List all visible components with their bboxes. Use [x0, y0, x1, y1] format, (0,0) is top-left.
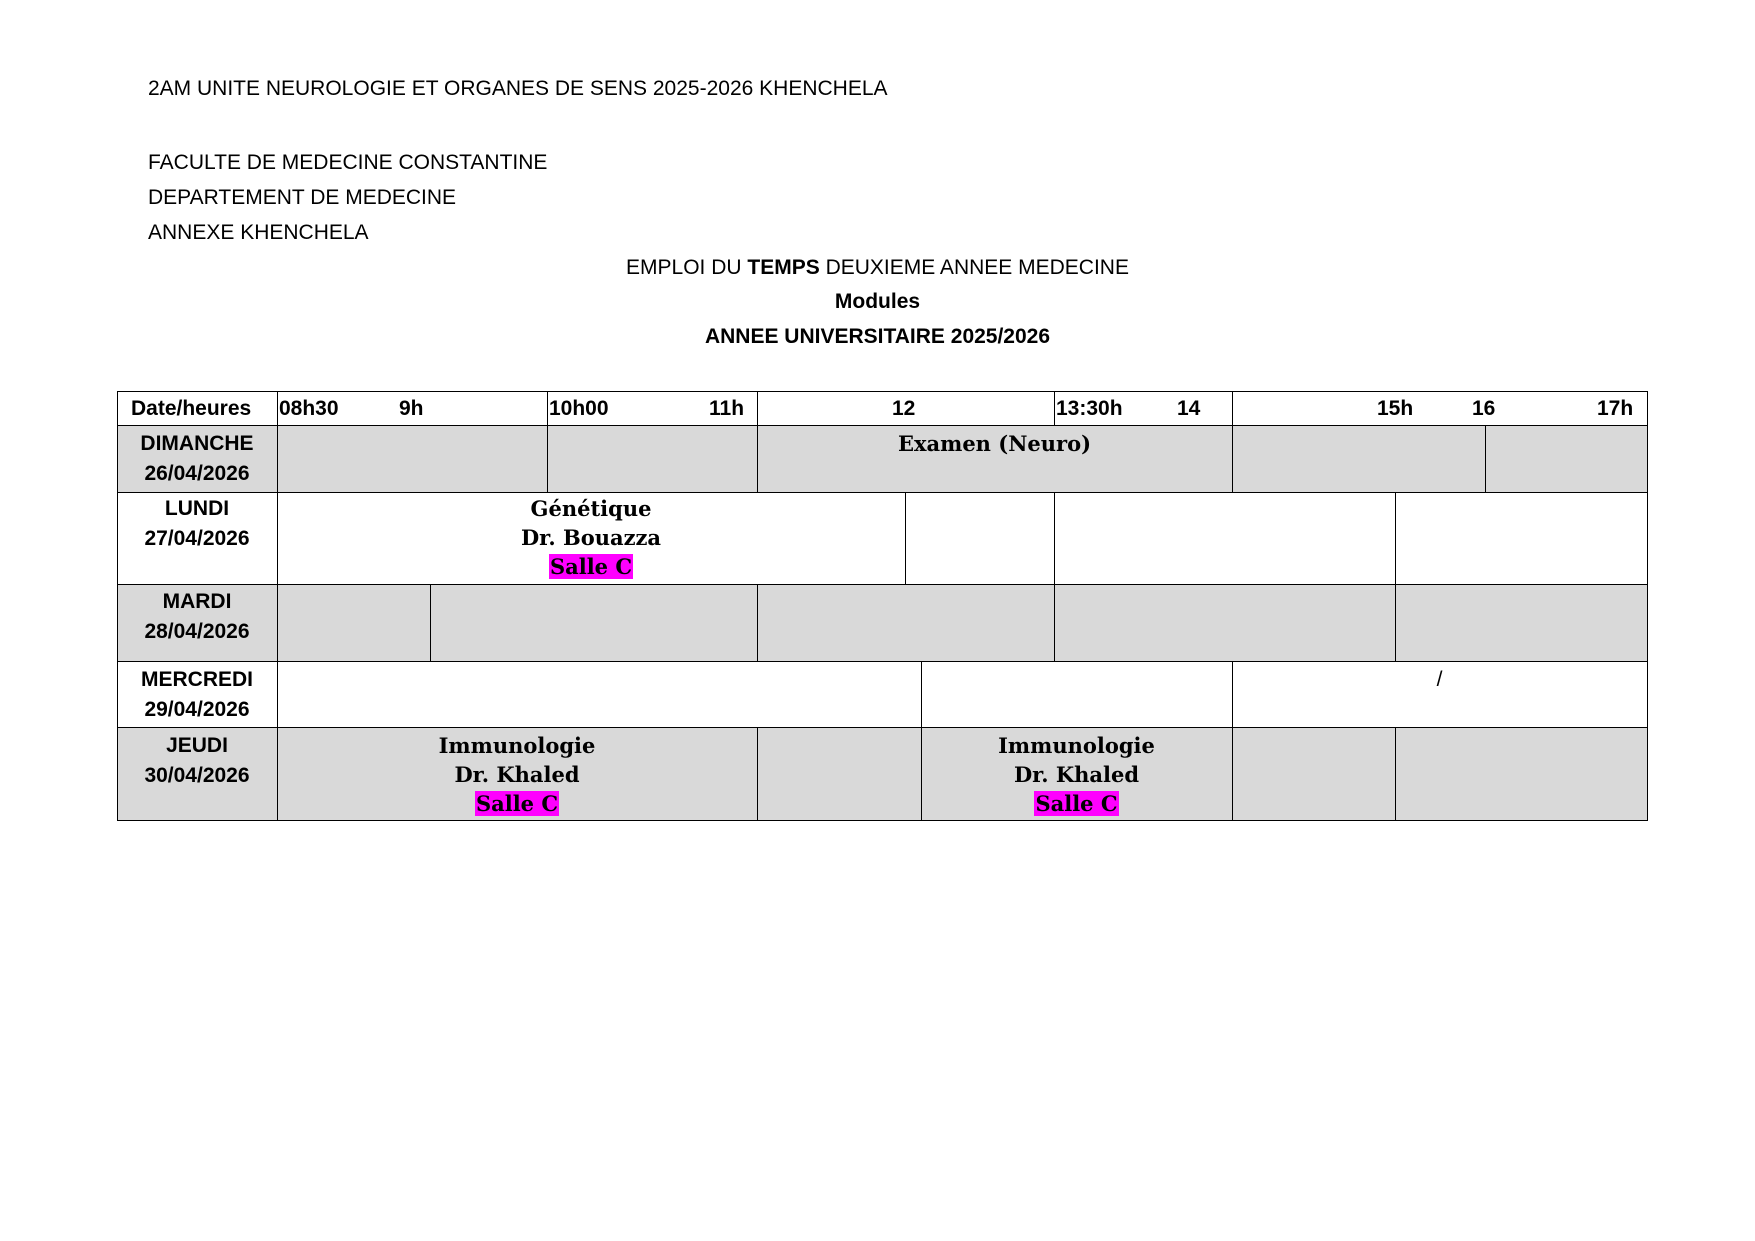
table-border-top — [117, 391, 1647, 392]
day-name: MARDI — [162, 590, 232, 613]
row-divider — [117, 661, 1647, 662]
annex-name: ANNEXE KHENCHELA — [148, 221, 369, 244]
row-divider — [117, 727, 1647, 728]
row-divider — [117, 584, 1647, 585]
row-bg-mardi — [117, 584, 1647, 661]
day-mercredi — [117, 665, 277, 725]
col-divider — [1395, 584, 1396, 661]
day-name: JEUDI — [166, 734, 228, 757]
col-divider — [430, 584, 431, 661]
time-label: 17h — [1597, 397, 1634, 420]
course-teacher: Dr. Khaled — [1013, 762, 1140, 787]
faculty-name: FACULTE DE MEDECINE CONSTANTINE — [148, 151, 548, 174]
modules-label: Modules — [834, 290, 921, 313]
col-divider — [1054, 492, 1055, 584]
col-divider — [905, 492, 906, 584]
schedule-title-part1: EMPLOI DU — [626, 256, 748, 279]
day-name: MERCREDI — [140, 668, 253, 691]
time-label: 08h30 — [279, 397, 339, 420]
course-subject: Immunologie — [438, 733, 596, 758]
col-divider — [921, 661, 922, 727]
day-date: 30/04/2026 — [144, 764, 250, 787]
row-divider — [117, 492, 1647, 493]
col-divider — [1232, 391, 1233, 425]
course-cell-immunologie — [921, 731, 1232, 818]
day-mardi — [117, 587, 277, 647]
document-title-line: 2AM UNITE NEUROLOGIE ET ORGANES DE SENS 2025-2026 KHENCHELA — [148, 77, 888, 100]
course-subject: Génétique — [530, 496, 652, 521]
table-border-bottom — [117, 820, 1647, 821]
schedule-title-part2: TEMPS — [747, 256, 820, 279]
empty-slot-marker: / — [1436, 668, 1443, 691]
academic-year: ANNEE UNIVERSITAIRE 2025/2026 — [704, 325, 1051, 348]
course-cell-immunologie — [277, 731, 757, 818]
col-divider — [1232, 727, 1233, 820]
course-room: Salle C — [549, 554, 633, 579]
course-teacher: Dr. Bouazza — [520, 525, 662, 550]
time-label: 10h00 — [549, 397, 609, 420]
day-date: 26/04/2026 — [144, 462, 250, 485]
day-name: LUNDI — [164, 497, 230, 520]
col-divider — [1054, 584, 1055, 661]
corner-header: Date/heures — [131, 397, 252, 420]
day-date: 27/04/2026 — [144, 527, 250, 550]
day-dimanche — [117, 429, 277, 489]
time-label: 12 — [892, 397, 916, 420]
course-room: Salle C — [1035, 791, 1118, 816]
course-cell-genetique — [277, 494, 905, 581]
time-label: 15h — [1377, 397, 1414, 420]
exam-cell: Examen (Neuro) — [897, 431, 1092, 456]
day-jeudi — [117, 731, 277, 791]
course-subject: Immunologie — [998, 733, 1155, 758]
day-lundi — [117, 494, 277, 554]
time-label: 11h — [709, 397, 745, 420]
table-border-right — [1647, 391, 1648, 821]
col-divider — [1485, 425, 1486, 492]
time-label: 16 — [1472, 397, 1496, 420]
time-label: 13:30h — [1056, 397, 1123, 420]
row-divider — [117, 425, 1647, 426]
department-name: DEPARTEMENT DE MEDECINE — [148, 186, 457, 209]
day-name: DIMANCHE — [140, 432, 254, 455]
col-divider — [1054, 391, 1055, 425]
course-teacher: Dr. Khaled — [454, 762, 580, 787]
col-divider — [547, 425, 548, 492]
schedule-title-part3: DEUXIEME ANNEE MEDECINE — [819, 256, 1129, 279]
time-label: 14 — [1177, 397, 1201, 420]
col-divider — [1395, 727, 1396, 820]
col-divider — [757, 391, 758, 425]
day-date: 28/04/2026 — [144, 620, 250, 643]
col-divider — [1395, 492, 1396, 584]
col-divider — [757, 727, 758, 820]
day-date: 29/04/2026 — [144, 698, 250, 721]
col-divider — [547, 391, 548, 425]
col-divider — [1232, 425, 1233, 492]
course-room: Salle C — [475, 791, 559, 816]
time-label: 9h — [399, 397, 424, 420]
col-divider — [757, 584, 758, 661]
